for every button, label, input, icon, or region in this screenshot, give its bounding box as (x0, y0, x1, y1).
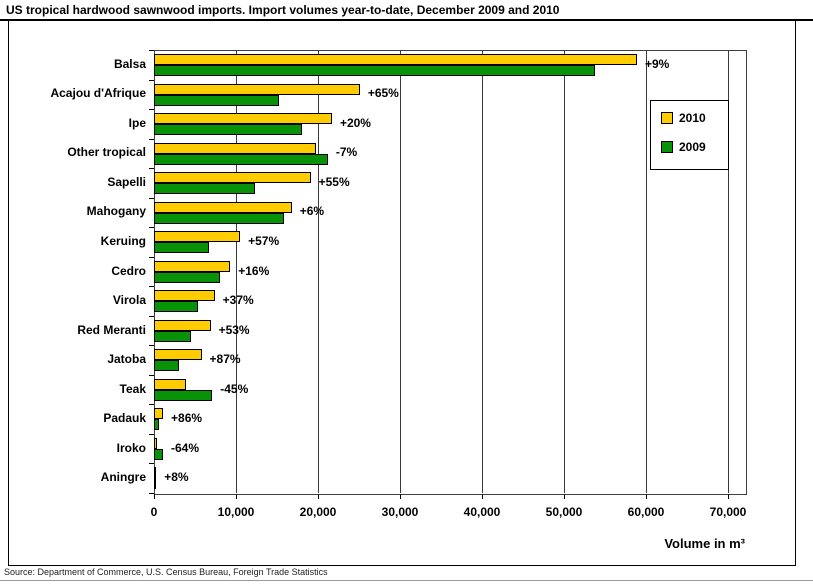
category-label: Virola (112, 293, 146, 308)
bar-2010 (154, 467, 156, 478)
y-axis-tick (149, 198, 154, 199)
x-axis-tick-label: 30,000 (381, 505, 419, 519)
bar-2010 (154, 261, 230, 272)
x-axis-tick (154, 494, 155, 499)
x-axis-tick (482, 494, 483, 499)
bar-2010 (154, 172, 311, 183)
bar-2010 (154, 54, 637, 65)
bar-2009 (154, 65, 595, 76)
bar-2009 (154, 213, 284, 224)
bar-2009 (154, 242, 209, 253)
bar-2010 (154, 320, 211, 331)
x-axis-tick (646, 494, 647, 499)
y-axis-tick (149, 375, 154, 376)
x-axis-title: Volume in m³ (664, 536, 745, 551)
bar-2010 (154, 84, 360, 95)
bar-2009 (154, 124, 302, 135)
change-percent-label: -45% (220, 381, 249, 396)
legend-entry (661, 111, 706, 125)
legend (650, 100, 729, 170)
y-axis-tick (149, 463, 154, 464)
legend-swatch-2009 (661, 141, 673, 153)
gridline (400, 50, 401, 493)
bar-2010 (154, 379, 186, 390)
x-axis-tick (318, 494, 319, 499)
y-axis-tick (149, 257, 154, 258)
legend-swatch-2010 (661, 112, 673, 124)
y-axis-tick (149, 80, 154, 81)
category-label: Teak (119, 381, 146, 396)
y-axis-tick (149, 434, 154, 435)
bar-2009 (154, 272, 220, 283)
y-axis-tick (149, 493, 154, 494)
change-percent-label: +37% (222, 293, 254, 308)
change-percent-label: +57% (248, 233, 280, 248)
category-label: Ipe (128, 115, 146, 130)
change-percent-label: +53% (218, 322, 250, 337)
legend-label: 2009 (679, 140, 706, 154)
category-label: Jatoba (107, 352, 146, 367)
bar-2009 (154, 360, 179, 371)
category-label: Iroko (116, 440, 146, 455)
category-label: Mahogany (86, 204, 146, 219)
bar-2009 (154, 183, 255, 194)
bar-2009 (154, 449, 163, 460)
bar-2009 (154, 331, 191, 342)
gridline (482, 50, 483, 493)
x-axis-tick (564, 494, 565, 499)
category-label: Other tropical (67, 145, 146, 160)
category-label: Sapelli (107, 174, 146, 189)
gridline (646, 50, 647, 493)
y-axis-tick (149, 227, 154, 228)
x-axis-tick-label: 0 (150, 505, 158, 519)
bar-2010 (154, 408, 163, 419)
category-label: Keruing (100, 233, 146, 248)
footer-divider-line (0, 580, 813, 581)
y-axis-tick (149, 50, 154, 51)
y-axis-tick (149, 404, 154, 405)
change-percent-label: +86% (171, 411, 203, 426)
bar-2010 (154, 202, 292, 213)
x-axis-tick-label: 60,000 (627, 505, 665, 519)
bar-2009 (154, 154, 328, 165)
x-axis-tick-label: 10,000 (217, 505, 255, 519)
bar-2009 (154, 95, 279, 106)
x-axis-tick (728, 494, 729, 499)
chart-title: US tropical hardwood sawnwood imports. Import volumes year-to-date, December 2009 and 2010 (6, 3, 560, 17)
bar-2009 (154, 478, 156, 489)
bar-2010 (154, 143, 316, 154)
category-label: Balsa (113, 56, 146, 71)
change-percent-label: +9% (644, 56, 670, 71)
bar-2010 (154, 113, 332, 124)
bar-2009 (154, 419, 159, 430)
category-label: Red Meranti (77, 322, 146, 337)
legend-label: 2010 (679, 111, 706, 125)
bar-2009 (154, 301, 198, 312)
change-percent-label: +55% (318, 174, 350, 189)
bar-2010 (154, 438, 157, 449)
bar-2010 (154, 349, 202, 360)
gridline (564, 50, 565, 493)
change-percent-label: +16% (238, 263, 270, 278)
y-axis-tick (149, 345, 154, 346)
bar-2009 (154, 390, 212, 401)
category-label: Padauk (103, 411, 146, 426)
bar-2010 (154, 231, 240, 242)
y-axis-tick (149, 316, 154, 317)
x-axis-tick (236, 494, 237, 499)
y-axis-tick (149, 139, 154, 140)
change-percent-label: +20% (339, 115, 371, 130)
bar-2010 (154, 290, 215, 301)
y-axis-tick (149, 168, 154, 169)
change-percent-label: +8% (164, 470, 189, 485)
x-axis-tick-label: 40,000 (463, 505, 501, 519)
x-axis-tick-label: 70,000 (709, 505, 747, 519)
x-axis-tick-label: 20,000 (299, 505, 337, 519)
category-label: Aningre (100, 470, 146, 485)
change-percent-label: +87% (209, 352, 241, 367)
y-axis-tick (149, 286, 154, 287)
change-percent-label: +6% (299, 204, 325, 219)
category-label: Acajou d'Afrique (50, 86, 146, 101)
change-percent-label: +65% (367, 86, 399, 101)
legend-entry (661, 140, 706, 154)
y-axis-tick (149, 109, 154, 110)
change-percent-label: -7% (335, 145, 358, 160)
x-axis-tick (400, 494, 401, 499)
change-percent-label: -64% (171, 440, 200, 455)
category-label: Cedro (111, 263, 146, 278)
source-attribution: Source: Department of Commerce, U.S. Census Bureau, Foreign Trade Statistics (4, 567, 328, 577)
x-axis-tick-label: 50,000 (545, 505, 583, 519)
